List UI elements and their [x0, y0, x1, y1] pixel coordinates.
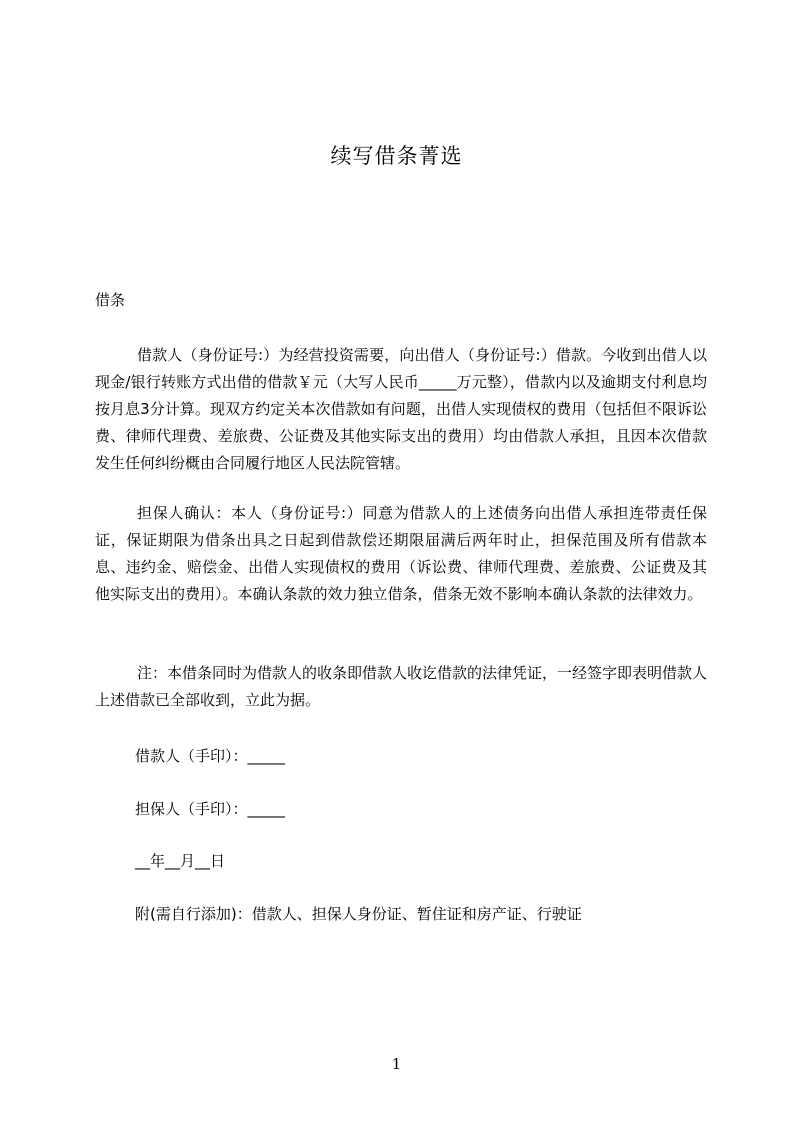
guarantor-signature-line: 担保人（手印）：_____ [135, 800, 286, 818]
loan-terms-paragraph: 借款人（身份证号:）为经营投资需要，向出借人（身份证号:）借款。今收到出借人以现金/银行转账方式出借的借款￥元（大写人民币_____万元整），借款内以及逾期支付利息均按月息3分计算。现双方约定关本次借款如有问题，出借人实现债权的费用（包括但不限诉讼费、律师代理费、差旅费、公证费及其他实际支出的费用）均由借款人承担，且因本次借款发生任何纠纷概由合同履行地区人民法院管辖。 [95, 346, 707, 472]
loan-note-heading: 借条 [95, 291, 126, 309]
page-number: 1 [391, 1055, 402, 1073]
receipt-note-paragraph: 注：本借条同时为借款人的收条即借款人收讫借款的法律凭证，一经签字即表明借款人上述借款已全部收到，立此为据。 [95, 664, 708, 709]
guarantor-confirmation-paragraph: 担保人确认：本人（身份证号:）同意为借款人的上述债务向出借人承担连带责任保证，保证期限为借条出具之日起到借款偿还期限届满后两年时止，担保范围及所有借款本息、违约金、赔偿金、出借人实现债权的费用（诉讼费、律师代理费、差旅费、公证费及其他实际支出的费用）。本确认条款的效力独立借条，借条无效不影响本确认条款的法律效力。 [95, 504, 707, 603]
borrower-signature-line: 借款人（手印）：_____ [135, 747, 286, 765]
document-title: 续写借条菁选 [330, 144, 463, 168]
attachment-note: 附(需自行添加)：借款人、担保人身份证、暂住证和房产证、行驶证 [135, 905, 582, 923]
date-line: __年__月__日 [135, 852, 226, 870]
